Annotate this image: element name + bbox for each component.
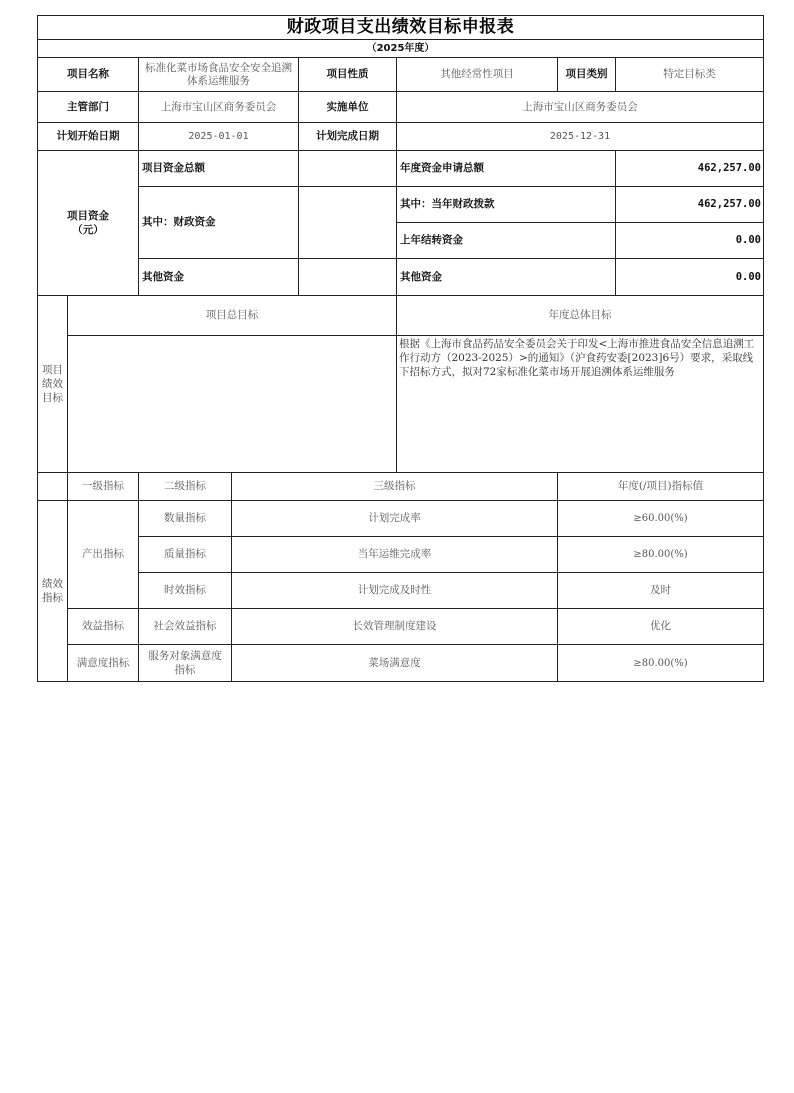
level2-quality: 质量指标: [138, 536, 232, 573]
level2-service-satisfaction: [138, 644, 232, 682]
total-funds-value: [298, 150, 397, 187]
dept-label: 主管部门: [37, 91, 139, 123]
total-funds-label: 项目资金总额: [138, 150, 299, 187]
value-market-satisfaction: ≥80.00(%): [557, 644, 764, 682]
header-level2: 二级指标: [138, 472, 232, 501]
project-nature-label: 项目性质: [298, 57, 397, 92]
form-title: 财政项目支出绩效目标申报表: [37, 15, 764, 40]
form-subtitle: （2025年度）: [37, 39, 764, 58]
indicator-header-blank: [37, 472, 68, 501]
level2-satisfaction-line2: 指标: [174, 664, 196, 676]
start-date-value: 2025-01-01: [138, 122, 299, 151]
level3-market-satisfaction: 菜场满意度: [231, 644, 558, 682]
current-fiscal-label: 其中：当年财政拨款: [396, 186, 616, 223]
other-funds-value: [298, 258, 397, 296]
indicators-label-line1: 绩效: [42, 578, 63, 590]
value-long-term-mgmt: 优化: [557, 608, 764, 645]
value-plan-completion: ≥60.00(%): [557, 500, 764, 537]
annual-other-value: 0.00: [615, 258, 764, 296]
carryover-label: 上年结转资金: [396, 222, 616, 259]
impl-unit-value: 上海市宝山区商务委员会: [396, 91, 764, 123]
value-timeliness: 及时: [557, 572, 764, 609]
header-value: 年度(/项目)指标值: [557, 472, 764, 501]
project-category-value: 特定目标类: [615, 57, 764, 92]
start-date-label: 计划开始日期: [37, 122, 139, 151]
other-funds-label: 其他资金: [138, 258, 299, 296]
level1-benefit: 效益指标: [67, 608, 139, 645]
level3-long-term-mgmt: 长效管理制度建设: [231, 608, 558, 645]
funding-section-label: [37, 150, 139, 296]
current-fiscal-value: 462,257.00: [615, 186, 764, 223]
indicators-label-line2: 指标: [42, 592, 63, 604]
funding-label-line2: （元）: [72, 224, 104, 236]
overall-goal-text: [67, 335, 397, 473]
dept-value: 上海市宝山区商务委员会: [138, 91, 299, 123]
indicators-section-label: [37, 500, 68, 682]
value-maintenance-rate: ≥80.00(%): [557, 536, 764, 573]
level2-satisfaction-line1: 服务对象满意度: [148, 650, 222, 662]
project-name-value: 标准化菜市场食品安全安全追溯体系运维服务: [138, 57, 299, 92]
level2-social-benefit: 社会效益指标: [138, 608, 232, 645]
goals-label-line3: 目标: [42, 392, 63, 404]
header-level3: 三级指标: [231, 472, 558, 501]
fiscal-funds-label: 其中：财政资金: [138, 186, 299, 259]
level2-quantity: 数量指标: [138, 500, 232, 537]
goals-section-label: [37, 295, 68, 473]
end-date-value: 2025-12-31: [396, 122, 764, 151]
project-name-label: 项目名称: [37, 57, 139, 92]
level3-maintenance-rate: 当年运维完成率: [231, 536, 558, 573]
funding-label-line1: 项目资金: [67, 210, 109, 222]
annual-other-label: 其他资金: [396, 258, 616, 296]
annual-goal-text: 根据《上海市食品药品安全委员会关于印发<上海市推进食品安全信息追溯工作行动方（2023-2025）>的通知》（沪食药安委[2023]6号）要求，采取线下招标方式，拟对72家标准化菜市场开展追溯体系运维服务: [396, 335, 764, 473]
annual-total-label: 年度资金申请总额: [396, 150, 616, 187]
fiscal-funds-value: [298, 186, 397, 259]
annual-goal-header: 年度总体目标: [396, 295, 764, 336]
level3-timeliness: 计划完成及时性: [231, 572, 558, 609]
goals-label-line1: 项目: [42, 364, 63, 376]
impl-unit-label: 实施单位: [298, 91, 397, 123]
level2-timeliness: 时效指标: [138, 572, 232, 609]
level3-plan-completion: 计划完成率: [231, 500, 558, 537]
end-date-label: 计划完成日期: [298, 122, 397, 151]
project-category-label: 项目类别: [557, 57, 616, 92]
goals-label-line2: 绩效: [42, 378, 63, 390]
overall-goal-header: 项目总目标: [67, 295, 397, 336]
project-nature-value: 其他经常性项目: [396, 57, 558, 92]
annual-total-value: 462,257.00: [615, 150, 764, 187]
level1-output: 产出指标: [67, 500, 139, 609]
level1-satisfaction: 满意度指标: [67, 644, 139, 682]
header-level1: 一级指标: [67, 472, 139, 501]
carryover-value: 0.00: [615, 222, 764, 259]
